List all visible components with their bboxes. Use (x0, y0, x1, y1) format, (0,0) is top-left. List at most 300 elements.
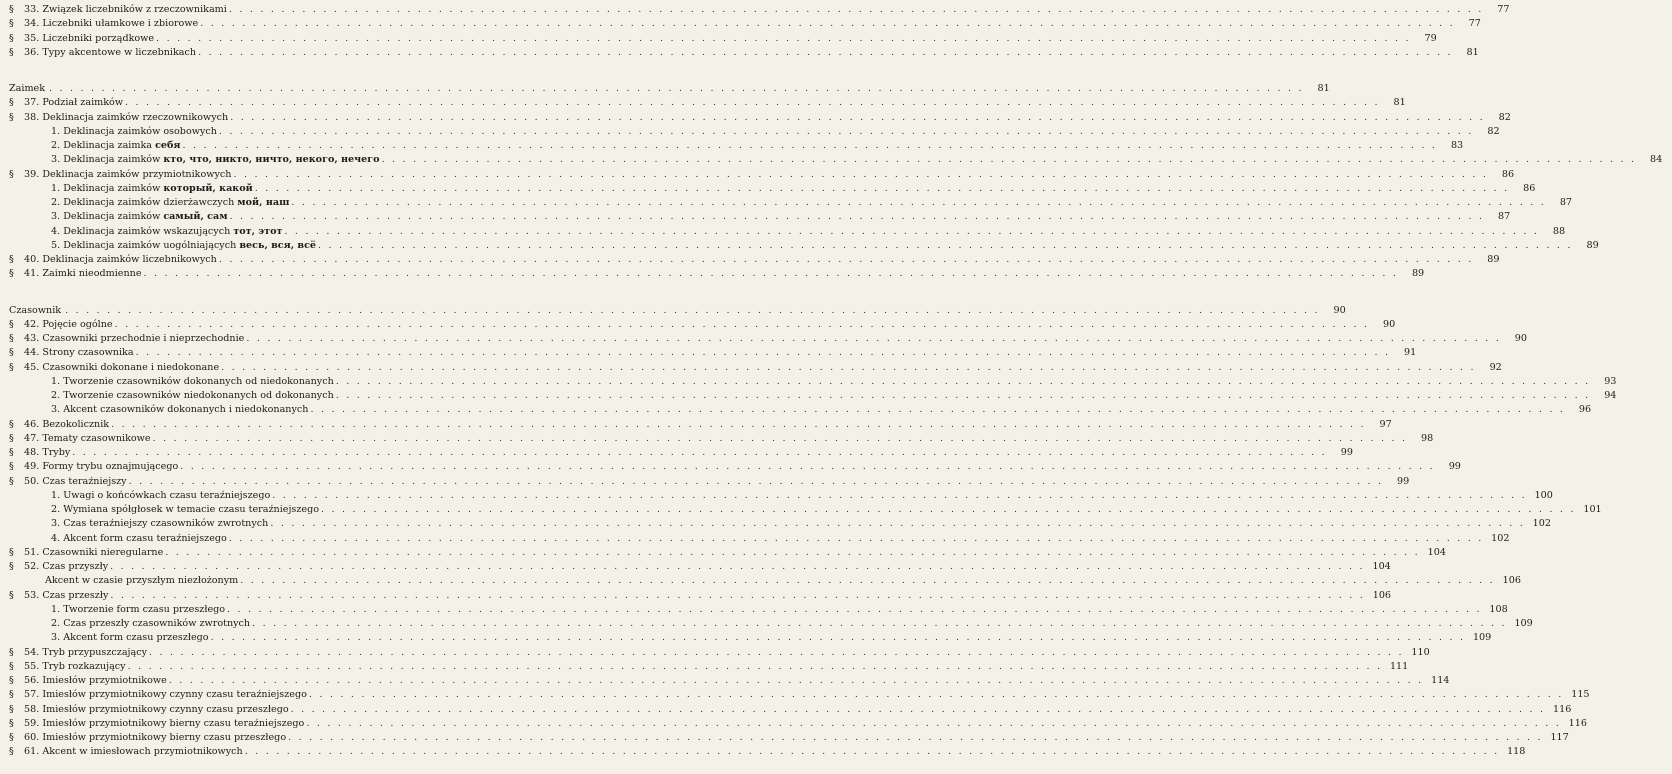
section-mark: § (9, 268, 14, 280)
dot-leader: . . . . . . . . . . . . . . . . . . . . . . . . . . . . . . . . . . . . . . . . . . . . . . . . . . . . . . . . . . . . . . . . . . . . . . . . . . . . . . . . . . . . . . . . . . . . . . . . . . . . . . . . . . . . . . . . . . . . . . . . (246, 333, 1501, 345)
section-mark: § (9, 546, 14, 558)
toc-page-number: 101 (1583, 504, 1602, 516)
toc-page-number: 109 (1514, 618, 1533, 630)
toc-subentry (0, 603, 1508, 617)
dot-leader: . . . . . . . . . . . . . . . . . . . . . . . . . . . . . . . . . . . . . . . . . . . . . . . . . . . . . . . . . . . . . . . . . . . . . . . . . . . . . . . . . . . . . . . . . . . . . . . . . . . . . . . . . . . . . . . . . . . . . . . . (290, 703, 1546, 715)
dot-leader: . . . . . . . . . . . . . . . . . . . . . . . . . . . . . . . . . . . . . . . . . . . . . . . . . . . . . . . . . . . . . . . . . . . . . . . . . . . . . . . . . . . . . . . . . . . . . . . . . . . . . . . . . . . . . . . . . . . . . . . . (335, 375, 1591, 387)
dot-leader: . . . . . . . . . . . . . . . . . . . . . . . . . . . . . . . . . . . . . . . . . . . . . . . . . . . . . . . . . . . . . . . . . . . . . . . . . . . . . . . . . . . . . . . . . . . . . . . . . . . . . . . . . . . . . . . . . . . . . . . . (227, 603, 1482, 615)
toc-entry-text: Akcent form czasu przeszłego (63, 632, 209, 644)
dot-leader: . . . . . . . . . . . . . . . . . . . . . . . . . . . . . . . . . . . . . . . . . . . . . . . . . . . . . . . . . . . . . . . . . . . . . . . . . . . . . . . . . . . . . . . . . . . . . . . . . . . . . . . . . . . . . . . . . . . . . . . . (218, 254, 1474, 266)
toc-entry-number: 3. (51, 211, 64, 223)
toc-page-number: 93 (1604, 375, 1617, 387)
toc-entry-number: 2. (51, 390, 64, 402)
toc-entry-title (0, 631, 211, 645)
dot-leader: . . . . . . . . . . . . . . . . . . . . . . . . . . . . . . . . . . . . . . . . . . . . . . . . . . . . . . . . . . . . . . . . . . . . . . . . . . . . . . . . . . . . . . . . . . . . . . . . . . . . . . . . . . . . . . . . . . . . . . . . (165, 546, 1420, 558)
toc-subentry (0, 182, 1536, 196)
toc-entry-number: 45. (24, 361, 43, 373)
toc-entry-number: 38. (24, 111, 43, 123)
toc-page-number: 77 (1468, 18, 1481, 30)
toc-entry-text: Tworzenie form czasu przeszłego (63, 603, 226, 615)
toc-page-number: 109 (1472, 632, 1492, 644)
dot-leader: . . . . . . . . . . . . . . . . . . . . . . . . . . . . . . . . . . . . . . . . . . . . . . . . . . . . . . . . . . . . . . . . . . . . . . . . . . . . . . . . . . . . . . . . . . . . . . . . . . . . . . . . . . . . . . . . . . . . . . . . (125, 97, 1380, 109)
toc-entry-text: Uwagi o końcówkach czasu teraźniejszego (63, 489, 271, 501)
toc-entry-text: Imiesłów przymiotnikowy bierny czasu przeszłego (42, 732, 287, 744)
section-mark: § (9, 333, 14, 345)
dot-leader: . . . . . . . . . . . . . . . . . . . . . . . . . . . . . . . . . . . . . . . . . . . . . . . . . . . . . . . . . . . . . . . . . . . . . . . . . . . . . . . . . . . . . . . . . . . . . . . . . . . . . . . . . . . . . . . . . . . . . . . . (270, 518, 1525, 530)
toc-page-number: 99 (1448, 461, 1461, 473)
toc-entry (0, 546, 1446, 560)
dot-leader: . . . . . . . . . . . . . . . . . . . . . . . . . . . . . . . . . . . . . . . . . . . . . . . . . . . . . . . . . . . . . . . . . . . . . . . . . . . . . . . . . . . . . . . . . . . . . . . . . . . . . . . . . . . . . . . . . . . . . . . . (230, 111, 1485, 123)
dot-leader: . . . . . . . . . . . . . . . . . . . . . . . . . . . . . . . . . . . . . . . . . . . . . . . . . . . . . . . . . . . . . . . . . . . . . . . . . . . . . . . . . . . . . . . . . . . . . . . . . . . . . . . . . . . . . . . . . . . . . . . . (110, 589, 1366, 601)
toc-entry-text: Deklinacja zaimków osobowych (63, 125, 217, 137)
toc-subentry (0, 375, 1617, 389)
toc-entry (0, 332, 1527, 346)
dot-leader: . . . . . . . . . . . . . . . . . . . . . . . . . . . . . . . . . . . . . . . . . . . . . . . . . . . . . . . . . . . . . . . . . . . . . . . . . . . . . . . . . . . . . . . . . . . . . . . . . . . . . . . . . . . . . . . . . . . . . . . . (149, 646, 1404, 658)
toc-entry (0, 253, 1500, 267)
toc-entry-number: 3. (51, 518, 64, 530)
section-mark: § (9, 703, 14, 715)
toc-entry (0, 703, 1572, 717)
section-mark: § (9, 168, 14, 180)
toc-entry (0, 46, 1479, 60)
dot-leader: . . . . . . . . . . . . . . . . . . . . . . . . . . . . . . . . . . . . . . . . . . . . . . . . . . . . . . . . . . . . . . . . . . . . . . . . . . . . . . . . . . . . . . . . . . . . . . . . . . . . . . . . . . . . . . . . . . . . . . . . (335, 390, 1591, 402)
toc-entry-title (0, 745, 245, 759)
toc-page-number: 102 (1491, 532, 1510, 544)
dot-leader: . . . . . . . . . . . . . . . . . . . . . . . . . . . . . . . . . . . . . . . . . . . . . . . . . . . . . . . . . . . . . . . . . . . . . . . . . . . . . . . . . . . . . . . . . . . . . . . . . . . . . . . . . . . . . . . . . . . . . . . . (252, 618, 1507, 630)
toc-entry-title (0, 703, 291, 717)
dot-leader: . . . . . . . . . . . . . . . . . . . . . . . . . . . . . . . . . . . . . . . . . . . . . . . . . . . . . . . . . . . . . . . . . . . . . . . . . . . . . . . . . . . . . . . . . . . . . . . . . . . . . . . . . . . . . . . . . . . . . . . . (49, 83, 1304, 95)
toc-entry-title (0, 253, 219, 267)
toc-subentry (0, 153, 1663, 167)
section-mark: § (9, 318, 14, 330)
toc-entry-number: 1. (51, 125, 64, 137)
toc-page-number: 82 (1498, 111, 1511, 123)
section-mark: § (9, 97, 14, 109)
toc-subentry (0, 631, 1492, 645)
dot-leader: . . . . . . . . . . . . . . . . . . . . . . . . . . . . . . . . . . . . . . . . . . . . . . . . . . . . . . . . . . . . . . . . . . . . . . . . . . . . . . . . . . . . . . . . . . . . . . . . . . . . . . . . . . . . . . . . . . . . . . . . (65, 304, 1320, 316)
toc-entry (0, 318, 1396, 332)
toc-entry-title (0, 139, 183, 153)
toc-entry-text: Czas teraźniejszy (42, 475, 127, 487)
section-mark: § (9, 432, 14, 444)
toc-part-heading (9, 304, 1346, 318)
toc-entry-number: 58. (24, 703, 43, 715)
toc-entry-number: 4. (51, 225, 64, 237)
toc-subentry (0, 532, 1510, 546)
dot-leader: . . . . . . . . . . . . . . . . . . . . . . . . . . . . . . . . . . . . . . . . . . . . . . . . . . . . . . . . . . . . . . . . . . . . . . . . . . . . . . . . . . . . . . . . . . . . . . . . . . . . . . . . . . . . . . . . . . . . . . . . (254, 182, 1510, 194)
toc-entry (0, 717, 1587, 731)
toc-entry-number: 53. (24, 589, 43, 601)
toc-subentry (0, 574, 1521, 588)
toc-entry-title (0, 375, 336, 389)
dot-leader: . . . . . . . . . . . . . . . . . . . . . . . . . . . . . . . . . . . . . . . . . . . . . . . . . . . . . . . . . . . . . . . . . . . . . . . . . . . . . . . . . . . . . . . . . . . . . . . . . . . . . . . . . . . . . . . . . . . . . . . . (229, 211, 1485, 223)
toc-entry (0, 111, 1511, 125)
toc-entry-title (0, 168, 233, 182)
section-mark: § (9, 732, 14, 744)
dot-leader: . . . . . . . . . . . . . . . . . . . . . . . . . . . . . . . . . . . . . . . . . . . . . . . . . . . . . . . . . . . . . . . . . . . . . . . . . . . . . . . . . . . . . . . . . . . . . . . . . . . . . . . . . . . . . . . . . . . . . . . . (152, 432, 1408, 444)
dot-leader: . . . . . . . . . . . . . . . . . . . . . . . . . . . . . . . . . . . . . . . . . . . . . . . . . . . . . . . . . . . . . . . . . . . . . . . . . . . . . . . . . . . . . . . . . . . . . . . . . . . . . . . . . . . . . . . . . . . . . . . . (306, 717, 1561, 729)
section-mark: § (9, 46, 14, 58)
toc-entry-title (0, 332, 246, 346)
toc-entry-number: 50. (24, 475, 43, 487)
toc-entry-text: Czasowniki przechodnie i nieprzechodnie (42, 333, 245, 345)
toc-entry-text: Imiesłów przymiotnikowy bierny czasu teraźniejszego (42, 717, 305, 729)
toc-entry-term: мой, наш (237, 197, 290, 209)
section-mark: § (9, 746, 14, 758)
dot-leader: . . . . . . . . . . . . . . . . . . . . . . . . . . . . . . . . . . . . . . . . . . . . . . . . . . . . . . . . . . . . . . . . . . . . . . . . . . . . . . . . . . . . . . . . . . . . . . . . . . . . . . . . . . . . . . . . . . . . . . . . (72, 447, 1327, 459)
dot-leader: . . . . . . . . . . . . . . . . . . . . . . . . . . . . . . . . . . . . . . . . . . . . . . . . . . . . . . . . . . . . . . . . . . . . . . . . . . . . . . . . . . . . . . . . . . . . . . . . . . . . . . . . . . . . . . . . . . . . . . . . (128, 475, 1384, 487)
toc-page-number: 90 (1383, 318, 1396, 330)
toc-entry-title (0, 517, 270, 531)
toc-entry-text: Deklinacja zaimków (63, 182, 164, 194)
toc-entry-title (0, 239, 318, 253)
toc-entry-text: Akcent w czasie przyszłym niezłożonym (45, 575, 239, 587)
toc-entry (0, 674, 1450, 688)
toc-entry-number: 2. (51, 140, 64, 152)
toc-entry-number: 3. (51, 404, 64, 416)
toc-entry-text: Czas teraźniejszy czasowników zwrotnych (63, 518, 269, 530)
section-mark: § (9, 254, 14, 266)
toc-entry (0, 17, 1481, 31)
section-mark: § (9, 646, 14, 658)
dot-leader: . . . . . . . . . . . . . . . . . . . . . . . . . . . . . . . . . . . . . . . . . . . . . . . . . . . . . . . . . . . . . . . . . . . . . . . . . . . . . . . . . . . . . . . . . . . . . . . . . . . . . . . . . . . . . . . . . . . . . . . . (321, 504, 1576, 516)
toc-page-number: 86 (1523, 182, 1536, 194)
toc-page-number: 87 (1497, 211, 1511, 223)
toc-entry-text: Bezokolicznik (42, 418, 110, 430)
toc-page-number: 81 (1317, 83, 1330, 95)
toc-page-number: 98 (1421, 432, 1434, 444)
toc-entry-title (0, 225, 284, 239)
section-mark: § (9, 111, 14, 123)
toc-subentry (0, 139, 1464, 153)
toc-entry-number: 39. (24, 168, 43, 180)
dot-leader: . . . . . . . . . . . . . . . . . . . . . . . . . . . . . . . . . . . . . . . . . . . . . . . . . . . . . . . . . . . . . . . . . . . . . . . . . . . . . . . . . . . . . . . . . . . . . . . . . . . . . . . . . . . . . . . . . . . . . . . . (228, 532, 1484, 544)
toc-entry-text: Deklinacja zaimków rzeczownikowych (42, 111, 229, 123)
toc-page-number: 81 (1466, 46, 1479, 58)
toc-page-number: 104 (1427, 546, 1446, 558)
toc-entry-text: Deklinacja zaimków liczebnikowych (42, 254, 217, 266)
toc-entry (0, 745, 1526, 759)
dot-leader: . . . . . . . . . . . . . . . . . . . . . . . . . . . . . . . . . . . . . . . . . . . . . . . . . . . . . . . . . . . . . . . . . . . . . . . . . . . . . . . . . . . . . . . . . . . . . . . . . . . . . . . . . . . . . . . . . . . . . . . . (156, 32, 1411, 44)
section-mark: § (9, 717, 14, 729)
toc-page-number: 88 (1552, 225, 1566, 237)
toc-entry-title: Czasownik (9, 304, 62, 316)
toc-page-number: 89 (1586, 239, 1599, 251)
toc-entry (0, 660, 1409, 674)
toc-page-number: 82 (1487, 125, 1500, 137)
toc-entry-title (0, 688, 309, 702)
toc-entry-number: 60. (24, 732, 43, 744)
dot-leader: . . . . . . . . . . . . . . . . . . . . . . . . . . . . . . . . . . . . . . . . . . . . . . . . . . . . . . . . . . . . . . . . . . . . . . . . . . . . . . . . . . . . . . . . . . . . . . . . . . . . . . . . . . . . . . . . . . . . . . . . (110, 561, 1365, 573)
toc-page-number: 79 (1424, 32, 1437, 44)
toc-page-number: 106 (1372, 589, 1392, 601)
toc-subentry (0, 617, 1533, 631)
toc-entry-title (0, 617, 252, 631)
toc-entry (0, 446, 1353, 460)
toc-entry-title (0, 125, 219, 139)
section-mark: § (9, 347, 14, 359)
section-mark: § (9, 689, 14, 701)
toc-entry-text: Tryby (42, 447, 71, 459)
toc-entry-text: Czas przeszły czasowników zwrotnych (63, 618, 251, 630)
dot-leader: . . . . . . . . . . . . . . . . . . . . . . . . . . . . . . . . . . . . . . . . . . . . . . . . . . . . . . . . . . . . . . . . . . . . . . . . . . . . . . . . . . . . . . . . . . . . . . . . . . . . . . . . . . . . . . . . . . . . . . . . (127, 660, 1383, 672)
toc-entry-title (0, 3, 229, 17)
dot-leader: . . . . . . . . . . . . . . . . . . . . . . . . . . . . . . . . . . . . . . . . . . . . . . . . . . . . . . . . . . . . . . . . . . . . . . . . . . . . . . . . . . . . . . . . . . . . . . . . . . . . . . . . . . . . . . . . . . . . . . . . (291, 197, 1547, 209)
section-mark: § (9, 461, 14, 473)
toc-entry (0, 32, 1437, 46)
toc-subentry (0, 489, 1553, 503)
dot-leader: . . . . . . . . . . . . . . . . . . . . . . . . . . . . . . . . . . . . . . . . . . . . . . . . . . . . . . . . . . . . . . . . . . . . . . . . . . . . . . . . . . . . . . . . . . . . . . . . . . . . . . . . . . . . . . . . . . . . . . . . (240, 575, 1495, 587)
toc-page-number: 116 (1553, 703, 1572, 715)
toc-entry-text: Tryb rozkazujący (42, 660, 126, 672)
toc-entry (0, 267, 1425, 281)
toc-entry-title (0, 111, 230, 125)
section-mark: § (9, 361, 14, 373)
toc-page-number: 114 (1431, 675, 1450, 687)
toc-entry (0, 589, 1392, 603)
toc-page-number: 96 (1578, 404, 1592, 416)
toc-entry-text: Deklinacja zaimków uogólniających (63, 239, 240, 251)
toc-entry-number: 3. (51, 154, 64, 166)
toc-entry-number: 33. (24, 4, 43, 15)
toc-entry-text: Formy trybu oznajmującego (42, 461, 179, 473)
dot-leader: . . . . . . . . . . . . . . . . . . . . . . . . . . . . . . . . . . . . . . . . . . . . . . . . . . . . . . . . . . . . . . . . . . . . . . . . . . . . . . . . . . . . . . . . . . . . . . . . . . . . . . . . . . . . . . . . . . . . . . . . (272, 489, 1527, 501)
toc-entry-title (0, 403, 310, 417)
toc-entry-number: 43. (24, 333, 43, 345)
toc-entry-title (0, 17, 200, 31)
toc-entry-title (0, 210, 230, 224)
toc-entry-term: тот, этот (233, 225, 283, 237)
toc-entry-number: 61. (24, 746, 43, 758)
toc-entry-number: 47. (24, 432, 43, 444)
toc-page-number: 84 (1650, 154, 1663, 166)
toc-entry (0, 361, 1502, 375)
toc-entry-text: Czasowniki nieregularne (42, 546, 164, 558)
section-mark: § (9, 18, 14, 30)
toc-part-heading (9, 82, 1330, 96)
section-mark: § (9, 475, 14, 487)
dot-leader: . . . . . . . . . . . . . . . . . . . . . . . . . . . . . . . . . . . . . . . . . . . . . . . . . . . . . . . . . . . . . . . . . . . . . . . . . . . . . . . . . . . . . . . . . . . . . . . . . . . . . . . . . . . . . . . . . . . . . . . . (198, 46, 1453, 58)
toc-entry-text: Tworzenie czasowników dokonanych od niedokonanych (63, 375, 334, 387)
toc-entry-text: Strony czasownika (42, 347, 134, 359)
toc-entry-text: Czas przeszły (42, 589, 109, 601)
dot-leader: . . . . . . . . . . . . . . . . . . . . . . . . . . . . . . . . . . . . . . . . . . . . . . . . . . . . . . . . . . . . . . . . . . . . . . . . . . . . . . . . . . . . . . . . . . . . . . . . . . . . . . . . . . . . . . . . . . . . . . . . (168, 675, 1424, 687)
dot-leader: . . . . . . . . . . . . . . . . . . . . . . . . . . . . . . . . . . . . . . . . . . . . . . . . . . . . . . . . . . . . . . . . . . . . . . . . . . . . . . . . . . . . . . . . . . . . . . . . . . . . . . . . . . . . . . . . . . . . . . . . (381, 154, 1637, 166)
dot-leader: . . . . . . . . . . . . . . . . . . . . . . . . . . . . . . . . . . . . . . . . . . . . . . . . . . . . . . . . . . . . . . . . . . . . . . . . . . . . . . . . . . . . . . . . . . . . . . . . . . . . . . . . . . . . . . . . . . . . . . . . (288, 732, 1543, 744)
toc-entry-text: Imiesłów przymiotnikowy czynny czasu przeszłego (42, 703, 289, 715)
dot-leader: . . . . . . . . . . . . . . . . . . . . . . . . . . . . . . . . . . . . . . . . . . . . . . . . . . . . . . . . . . . . . . . . . . . . . . . . . . . . . . . . . . . . . . . . . . . . . . . . . . . . . . . . . . . . . . . . . . . . . . . . (318, 239, 1573, 251)
toc-entry-text: Imiesłów przymiotnikowe (42, 675, 167, 687)
toc-entry-text: Tryb przypuszczający (42, 646, 148, 658)
toc-entry-title: Zaimek (9, 83, 46, 95)
toc-entry (0, 646, 1430, 660)
toc-entry-number: 56. (24, 675, 43, 687)
toc-entry-number: 44. (24, 347, 43, 359)
toc-entry-number: 59. (24, 717, 43, 729)
toc-page-number: 83 (1450, 140, 1464, 152)
toc-entry-number: 46. (24, 418, 43, 430)
toc-page-number: 106 (1502, 575, 1521, 587)
toc-subentry (0, 225, 1566, 239)
toc-subentry (0, 125, 1500, 139)
toc-entry-number: 37. (24, 97, 43, 109)
toc-page-number: 86 (1501, 168, 1515, 180)
toc-entry-text: Deklinacja zaimków przymiotnikowych (42, 168, 232, 180)
toc-entry-title (0, 460, 180, 474)
toc-entry-term: себя (155, 140, 181, 152)
toc-entry-number: 2. (51, 197, 64, 209)
dot-leader: . . . . . . . . . . . . . . . . . . . . . . . . . . . . . . . . . . . . . . . . . . . . . . . . . . . . . . . . . . . . . . . . . . . . . . . . . . . . . . . . . . . . . . . . . . . . . . . . . . . . . . . . . . . . . . . . . . . . . . . . (284, 225, 1540, 237)
toc-entry-title (0, 46, 198, 60)
toc-entry-number: 1. (51, 375, 64, 387)
dot-leader: . . . . . . . . . . . . . . . . . . . . . . . . . . . . . . . . . . . . . . . . . . . . . . . . . . . . . . . . . . . . . . . . . . . . . . . . . . . . . . . . . . . . . . . . . . . . . . . . . . . . . . . . . . . . . . . . . . . . . . . . (182, 140, 1438, 152)
toc-entry-text: Tematy czasownikowe (42, 432, 151, 444)
toc-entry-number: 40. (24, 254, 43, 266)
toc-page-number: 97 (1379, 418, 1392, 430)
toc-entry-number: 48. (24, 447, 43, 459)
toc-entry-text: Podział zaimków (42, 97, 124, 109)
toc-page-number: 89 (1487, 254, 1500, 266)
toc-entry (0, 475, 1410, 489)
toc-page-number: 91 (1404, 347, 1417, 359)
toc-entry-title (0, 361, 221, 375)
toc-entry-number: 34. (24, 18, 43, 30)
dot-leader: . . . . . . . . . . . . . . . . . . . . . . . . . . . . . . . . . . . . . . . . . . . . . . . . . . . . . . . . . . . . . . . . . . . . . . . . . . . . . . . . . . . . . . . . . . . . . . . . . . . . . . . . . . . . . . . . . . . . . . . . (308, 689, 1564, 701)
toc-entry (0, 460, 1461, 474)
toc-page-number: 90 (1333, 304, 1346, 316)
toc-entry-title (0, 731, 288, 745)
toc-entry-text: Liczebniki porządkowe (42, 32, 155, 44)
toc-entry-text: Deklinacja zaimków (63, 154, 164, 166)
toc-entry-text: Zaimki nieodmienne (42, 268, 142, 280)
toc-entry-number: 42. (24, 318, 43, 330)
toc-entry-title (0, 489, 272, 503)
toc-page-number: 116 (1568, 717, 1587, 729)
dot-leader: . . . . . . . . . . . . . . . . . . . . . . . . . . . . . . . . . . . . . . . . . . . . . . . . . . . . . . . . . . . . . . . . . . . . . . . . . . . . . . . . . . . . . . . . . . . . . . . . . . . . . . . . . . . . . . . . . . . . . . . . (111, 418, 1366, 430)
toc-page-number: 108 (1489, 603, 1508, 615)
toc-entry-term: кто, что, никто, ничто, некого, нечего (163, 154, 380, 166)
toc-entry-text: Deklinacja zaimków wskazujących (63, 225, 234, 237)
toc-entry-number: 55. (24, 660, 43, 672)
toc-page-number: 117 (1550, 732, 1569, 744)
toc-entry-number: 36. (24, 46, 43, 58)
toc-subentry (0, 503, 1602, 517)
toc-page-number: 111 (1389, 660, 1409, 672)
toc-entry-title (0, 153, 382, 167)
toc-page-number: 104 (1372, 561, 1391, 573)
toc-entry (0, 432, 1434, 446)
toc-entry (0, 96, 1406, 110)
toc-entry-number: 51. (24, 546, 43, 558)
toc-entry-number: 35. (24, 32, 43, 44)
toc-entry-title (0, 574, 240, 588)
toc-page-number: 99 (1340, 447, 1353, 459)
toc-entry-title (0, 532, 229, 546)
toc-page-number: 115 (1571, 689, 1590, 701)
toc-entry-text: Akcent form czasu teraźniejszego (63, 532, 227, 544)
toc-entry-term: самый, сам (163, 211, 228, 223)
dot-leader: . . . . . . . . . . . . . . . . . . . . . . . . . . . . . . . . . . . . . . . . . . . . . . . . . . . . . . . . . . . . . . . . . . . . . . . . . . . . . . . . . . . . . . . . . . . . . . . . . . . . . . . . . . . . . . . . . . . . . . . . (135, 347, 1391, 359)
section-mark: § (9, 4, 14, 15)
toc-entry-number: 1. (51, 603, 64, 615)
dot-leader: . . . . . . . . . . . . . . . . . . . . . . . . . . . . . . . . . . . . . . . . . . . . . . . . . . . . . . . . . . . . . . . . . . . . . . . . . . . . . . . . . . . . . . . . . . . . . . . . . . . . . . . . . . . . . . . . . . . . . . . . (114, 318, 1370, 330)
toc-subentry (0, 389, 1617, 403)
toc-entry (0, 731, 1569, 745)
toc-page-number: 81 (1393, 97, 1406, 109)
toc-entry-term: который, какой (163, 182, 253, 194)
toc-entry (0, 168, 1515, 182)
toc-page-number: 89 (1411, 268, 1425, 280)
toc-entry-text: Deklinacja zaimka (63, 140, 156, 152)
toc-entry-number: 5. (51, 239, 64, 251)
toc-entry-text: Akcent w imiesłowach przymiotnikowych (42, 746, 243, 758)
toc-subentry (0, 517, 1551, 531)
toc-entry-number: 2. (51, 504, 64, 516)
toc-entry (0, 560, 1391, 574)
toc-entry-number: 1. (51, 182, 64, 194)
dot-leader: . . . . . . . . . . . . . . . . . . . . . . . . . . . . . . . . . . . . . . . . . . . . . . . . . . . . . . . . . . . . . . . . . . . . . . . . . . . . . . . . . . . . . . . . . . . . . . . . . . . . . . . . . . . . . . . . . . . . . . . . (221, 361, 1476, 373)
toc-entry-text: Deklinacja zaimków dzierżawczych (63, 197, 238, 209)
section-mark: § (9, 418, 14, 430)
toc-entry (0, 418, 1392, 432)
toc-entry (0, 3, 1510, 17)
toc-page-number: 110 (1411, 646, 1430, 658)
toc-entry-number: 41. (24, 268, 43, 280)
toc-entry-text: Tworzenie czasowników niedokonanych od dokonanych (63, 390, 334, 402)
toc-entry-title (0, 182, 255, 196)
dot-leader: . . . . . . . . . . . . . . . . . . . . . . . . . . . . . . . . . . . . . . . . . . . . . . . . . . . . . . . . . . . . . . . . . . . . . . . . . . . . . . . . . . . . . . . . . . . . . . . . . . . . . . . . . . . . . . . . . . . . . . . . (200, 18, 1455, 30)
toc-entry-number: 57. (24, 689, 43, 701)
toc-page-number: 94 (1604, 390, 1617, 402)
toc-entry-number: 49. (24, 461, 43, 473)
toc-entry-title (0, 196, 291, 210)
toc-entry-text: Wymiana spółgłosek w temacie czasu teraźniejszego (63, 504, 319, 516)
toc-entry-title (0, 389, 336, 403)
toc-entry-text: Imiesłów przymiotnikowy czynny czasu teraźniejszego (42, 689, 307, 701)
dot-leader: . . . . . . . . . . . . . . . . . . . . . . . . . . . . . . . . . . . . . . . . . . . . . . . . . . . . . . . . . . . . . . . . . . . . . . . . . . . . . . . . . . . . . . . . . . . . . . . . . . . . . . . . . . . . . . . . . . . . . . . . (218, 125, 1474, 137)
dot-leader: . . . . . . . . . . . . . . . . . . . . . . . . . . . . . . . . . . . . . . . . . . . . . . . . . . . . . . . . . . . . . . . . . . . . . . . . . . . . . . . . . . . . . . . . . . . . . . . . . . . . . . . . . . . . . . . . . . . . . . . . (310, 404, 1566, 416)
toc-entry-number: 52. (24, 561, 43, 573)
toc-entry-number: 1. (51, 489, 64, 501)
toc-page-number: 102 (1532, 518, 1551, 530)
toc-entry-number: 4. (51, 532, 64, 544)
section-mark: § (9, 561, 14, 573)
toc-entry-text: Deklinacja zaimków (63, 211, 164, 223)
section-mark: § (9, 589, 14, 601)
dot-leader: . . . . . . . . . . . . . . . . . . . . . . . . . . . . . . . . . . . . . . . . . . . . . . . . . . . . . . . . . . . . . . . . . . . . . . . . . . . . . . . . . . . . . . . . . . . . . . . . . . . . . . . . . . . . . . . . . . . . . . . . (180, 461, 1435, 473)
section-mark: § (9, 32, 14, 44)
toc-subentry (0, 403, 1592, 417)
toc-entry (0, 346, 1417, 360)
toc-entry-title (0, 717, 306, 731)
toc-subentry (0, 210, 1511, 224)
dot-leader: . . . . . . . . . . . . . . . . . . . . . . . . . . . . . . . . . . . . . . . . . . . . . . . . . . . . . . . . . . . . . . . . . . . . . . . . . . . . . . . . . . . . . . . . . . . . . . . . . . . . . . . . . . . . . . . . . . . . . . . . (233, 168, 1489, 180)
toc-subentry (0, 239, 1599, 253)
dot-leader: . . . . . . . . . . . . . . . . . . . . . . . . . . . . . . . . . . . . . . . . . . . . . . . . . . . . . . . . . . . . . . . . . . . . . . . . . . . . . . . . . . . . . . . . . . . . . . . . . . . . . . . . . . . . . . . . . . . . . . . . (228, 4, 1484, 15)
section-mark: § (9, 660, 14, 672)
toc-page-number: 87 (1559, 197, 1573, 209)
toc-page-number: 99 (1397, 475, 1410, 487)
toc-entry-text: Liczebniki ułamkowe i zbiorowe (42, 18, 199, 30)
toc-entry-title (0, 603, 227, 617)
section-mark: § (9, 675, 14, 687)
toc-page-number: 118 (1507, 746, 1526, 758)
toc-entry-number: 3. (51, 632, 64, 644)
toc-entry-number: 54. (24, 646, 43, 658)
toc-entry-number: 2. (51, 618, 64, 630)
toc-entry-text: Związek liczebników z rzeczownikami (42, 4, 227, 15)
toc-page-number: 92 (1489, 361, 1502, 373)
